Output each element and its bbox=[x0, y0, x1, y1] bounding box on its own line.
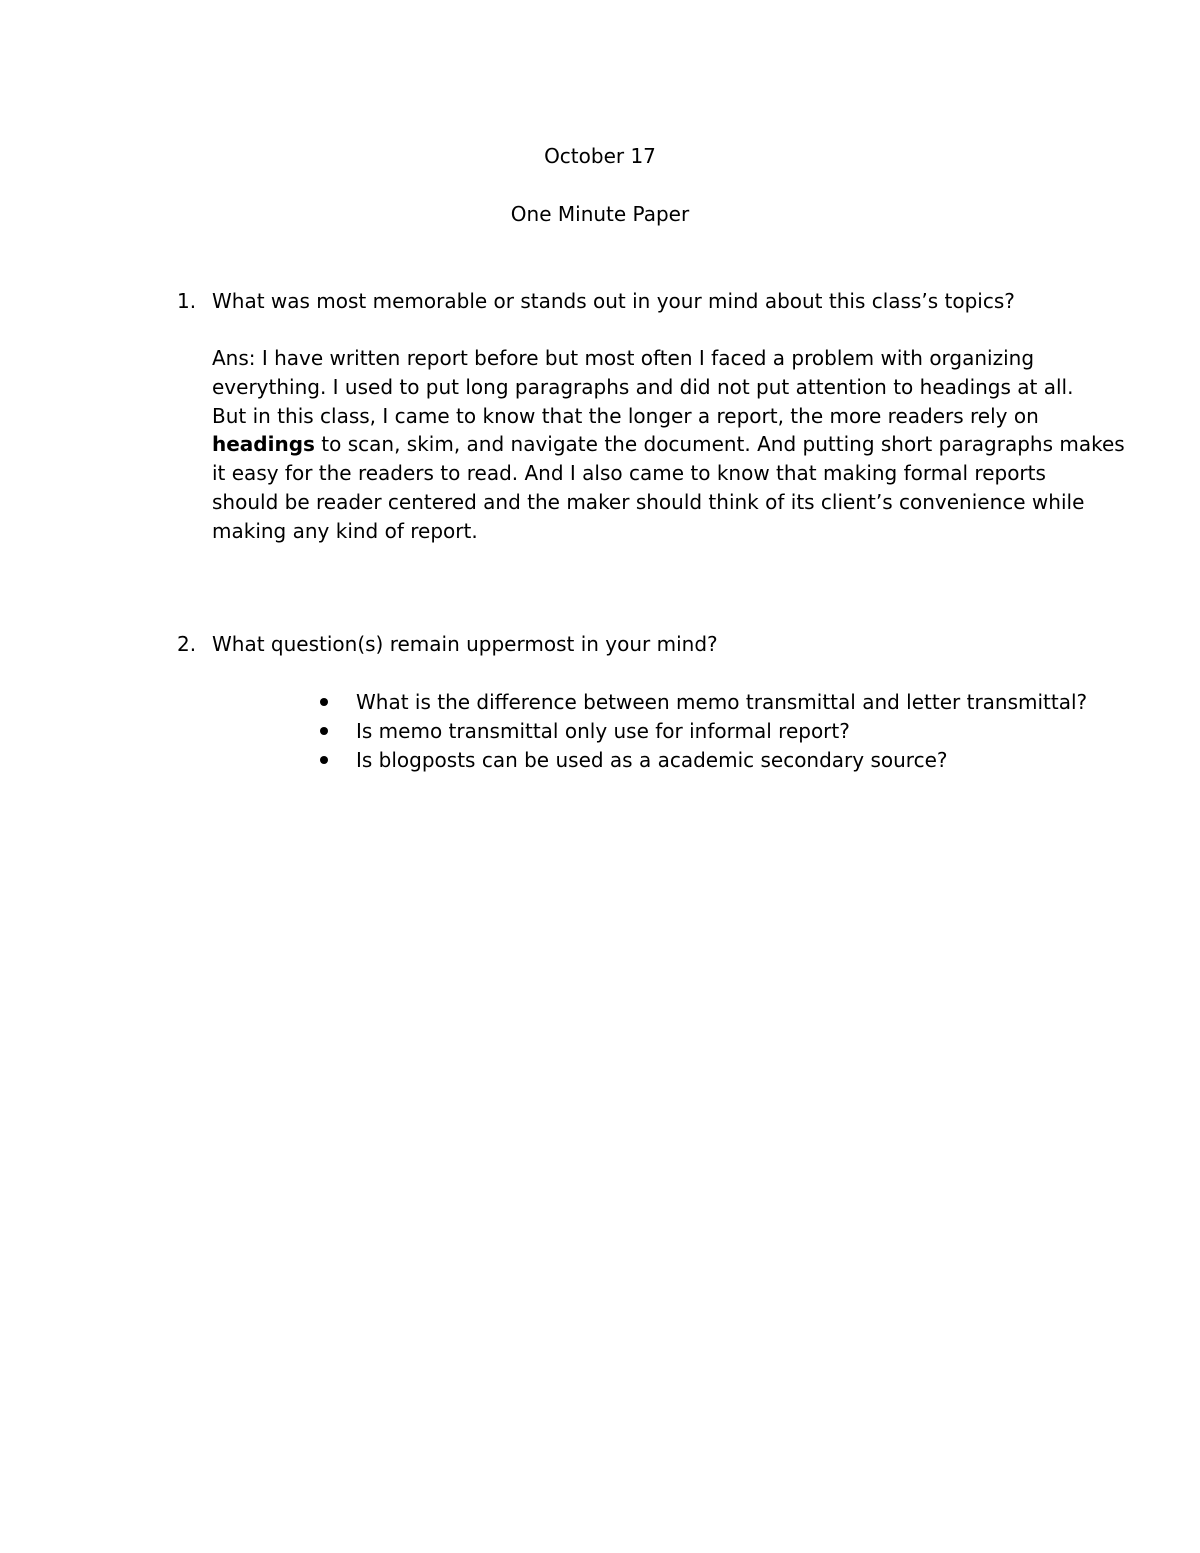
document-title: One Minute Paper bbox=[510, 202, 690, 226]
question-2-bullet-list bbox=[320, 688, 1140, 774]
answer-line bbox=[212, 430, 1125, 459]
question-2-number: 2. bbox=[177, 632, 197, 656]
answer-line: Ans: I have written report before but most often I faced a problem with organizing bbox=[212, 346, 1035, 370]
bullet-item bbox=[320, 746, 1140, 775]
question-2-text: What question(s) remain uppermost in your mind? bbox=[212, 632, 718, 656]
bullet-text: Is blogposts can be used as a academic secondary source? bbox=[356, 747, 948, 772]
answer-bold-term: headings bbox=[212, 432, 315, 457]
answer-line: should be reader centered and the maker should think of its client’s convenience while bbox=[212, 489, 1085, 514]
bullet-item bbox=[320, 717, 1140, 746]
bullet-dot-icon bbox=[320, 727, 328, 735]
bullet-dot-icon bbox=[320, 698, 328, 706]
bullet-dot-icon bbox=[320, 756, 328, 764]
bullet-text: Is memo transmittal only use for informal report? bbox=[356, 718, 850, 743]
question-1-text: What was most memorable or stands out in your mind about this class’s topics? bbox=[212, 289, 1015, 313]
answer-line: it easy for the readers to read. And I also came to know that making formal reports bbox=[212, 461, 1046, 486]
document-date: October 17 bbox=[544, 144, 656, 168]
answer-line: everything. I used to put long paragraphs and did not put attention to headings at all. bbox=[212, 374, 1074, 399]
answer-line-rest: to scan, skim, and navigate the document. And putting short paragraphs makes bbox=[314, 432, 1125, 457]
answer-line: making any kind of report. bbox=[212, 518, 478, 543]
answer-line: But in this class, I came to know that the longer a report, the more readers rely on bbox=[212, 403, 1039, 428]
bullet-text: What is the difference between memo transmittal and letter transmittal? bbox=[356, 690, 1088, 714]
bullet-item bbox=[320, 688, 1140, 717]
question-1-number: 1. bbox=[177, 289, 197, 313]
question-1-answer bbox=[212, 344, 1125, 546]
